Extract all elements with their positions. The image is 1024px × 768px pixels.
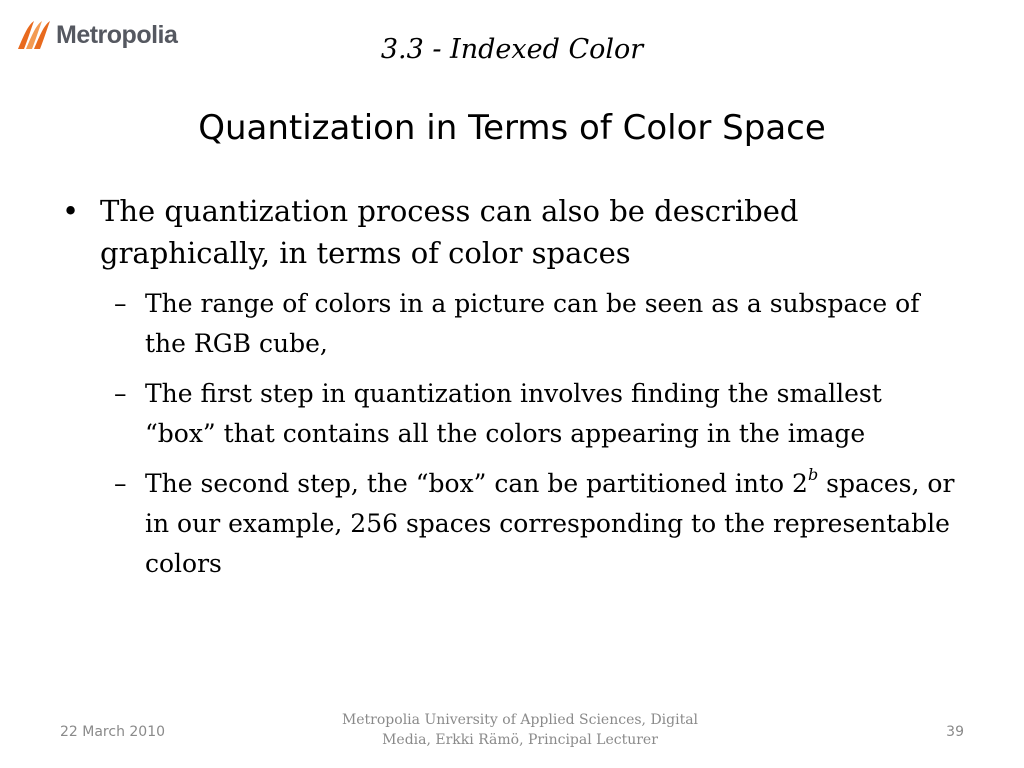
section-title: 3.3 - Indexed Color xyxy=(380,34,644,65)
bullet-text: The quantization process can also be described graphically, in terms of color spaces xyxy=(100,194,799,270)
sub-bullet-item xyxy=(60,284,960,364)
bullet-item xyxy=(60,190,960,274)
superscript-b: b xyxy=(807,464,819,484)
footer-date: 22 March 2010 xyxy=(60,724,166,740)
dash-mark: – xyxy=(114,469,127,498)
slide-content xyxy=(60,190,960,594)
sub-bullet-item xyxy=(60,374,960,454)
page-number: 39 xyxy=(946,724,964,740)
sub-bullet-text: The first step in quantization involves finding the smallest “box” that contains all the colors appearing in the image xyxy=(145,379,882,448)
dash-mark: – xyxy=(114,379,127,408)
sub-bullet-text-before: The second step, the “box” can be partitioned into 2 xyxy=(145,469,808,498)
logo-text: Metropolia xyxy=(56,20,178,49)
footer-credit: Metropolia University of Applied Sciences, Digital Media, Erkki Rämö, Principal Lecturer xyxy=(341,712,699,748)
sub-bullet-item xyxy=(60,464,960,584)
dash-mark: – xyxy=(114,289,127,318)
slide-title: Quantization in Terms of Color Space xyxy=(198,108,826,148)
sub-bullet-text-after: spaces, or in our example, 256 spaces corresponding to the representable colors xyxy=(145,469,955,578)
sub-bullet-text: The range of colors in a picture can be seen as a subspace of the RGB cube, xyxy=(145,289,920,358)
bullet-mark: • xyxy=(62,194,80,228)
